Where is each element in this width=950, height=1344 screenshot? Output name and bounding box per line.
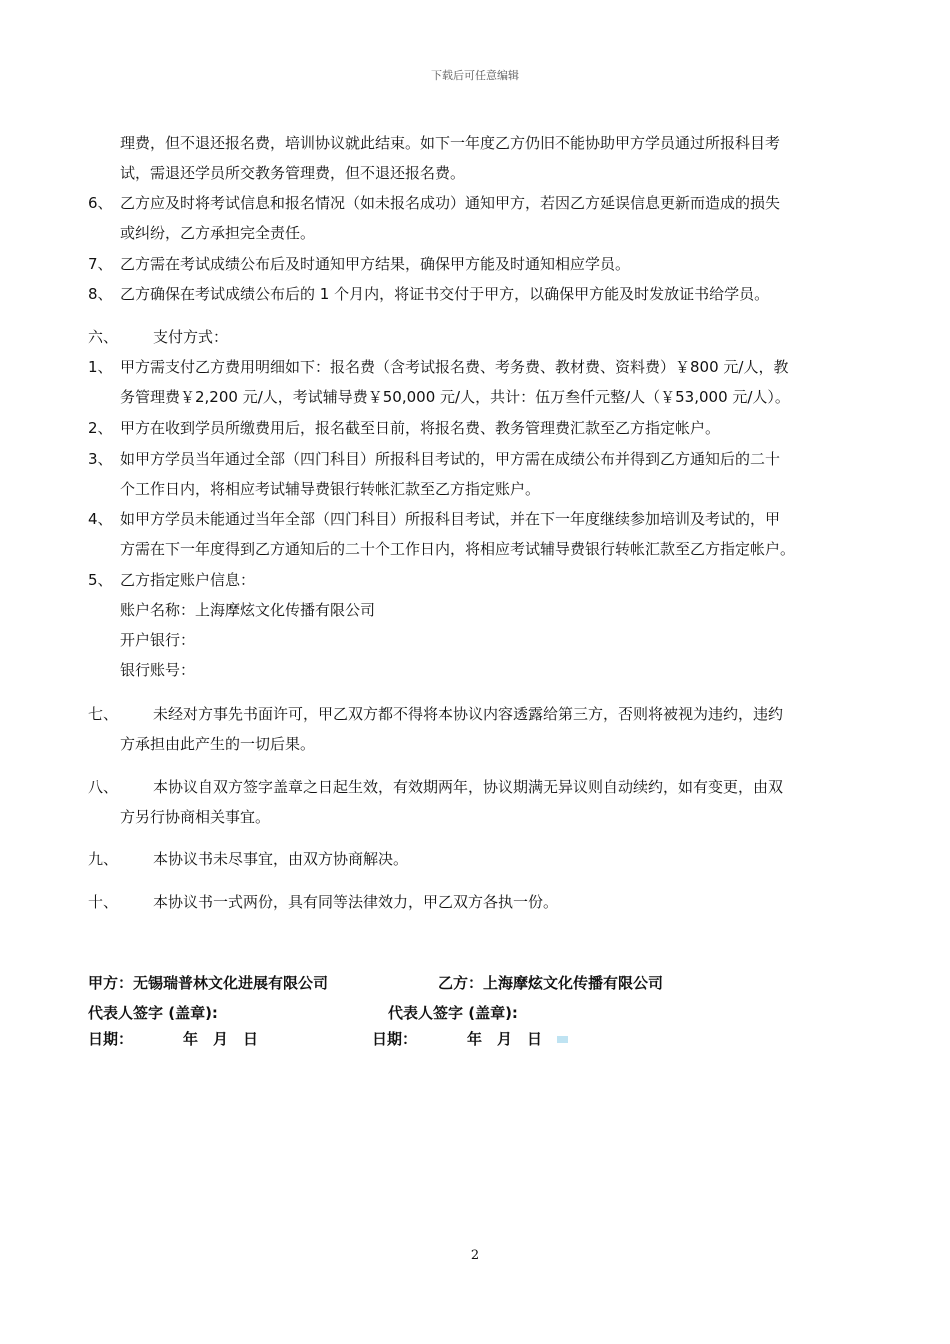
page-header: 下载后可任意编辑 (431, 69, 519, 82)
item-line: 个工作日内，将相应考试辅导费银行转帐汇款至乙方指定账户。 (120, 480, 541, 498)
section-line: 本协议自双方签字盖章之日起生效，有效期两年，协议期满无异议则自动续约，如有变更，由双 (153, 778, 784, 796)
representative-b: 代表人签字 (盖章): (388, 1004, 518, 1022)
date-label-b: 日期： (372, 1030, 418, 1048)
item-number: 3、 (88, 450, 113, 468)
item-line: 如甲方学员当年通过全部（四门科目）所报科目考试的，甲方需在成绩公布并得到乙方通知后的二十 (120, 450, 781, 468)
section-line: 方另行协商相关事宜。 (120, 808, 271, 826)
item-line: 甲方需支付乙方费用明细如下：报名费（含考试报名费、考务费、教材费、资料费）￥800 元/人，教 (120, 358, 789, 376)
item-number: 6、 (88, 194, 113, 212)
continuation-line: 理费，但不退还报名费，培训协议就此结束。如下一年度乙方仍旧不能协助甲方学员通过所报科目考 (120, 134, 781, 152)
highlight-mark (557, 1036, 568, 1043)
party-a: 甲方：无锡瑞普林文化进展有限公司 (88, 974, 329, 992)
party-b: 乙方：上海摩炫文化传播有限公司 (438, 974, 664, 992)
section-number: 九、 (88, 850, 119, 868)
section-title: 支付方式： (153, 328, 229, 346)
item-line: 或纠纷，乙方承担完全责任。 (120, 224, 316, 242)
item-line: 如甲方学员未能通过当年全部（四门科目）所报科目考试，并在下一年度继续参加培训及考试的，甲 (120, 510, 781, 528)
section-number: 八、 (88, 778, 119, 796)
item-line: 乙方应及时将考试信息和报名情况（如未报名成功）通知甲方，若因乙方延误信息更新而造成的损失 (120, 194, 781, 212)
item-line: 乙方指定账户信息： (120, 571, 256, 589)
representative-a: 代表人签字 (盖章): (88, 1004, 218, 1022)
account-number: 银行账号： (120, 661, 196, 679)
date-label-a: 日期： (88, 1030, 134, 1048)
item-number: 4、 (88, 510, 113, 528)
item-line: 务管理费￥2,200 元/人，考试辅导费￥50,000 元/人，共计：伍万叁仟元整/人（￥53,000 元/人）。 (120, 388, 790, 406)
section-number: 六、 (88, 328, 119, 346)
account-bank: 开户银行： (120, 631, 196, 649)
item-number: 2、 (88, 419, 113, 437)
section-line: 本协议书未尽事宜，由双方协商解决。 (153, 850, 409, 868)
item-line: 方需在下一年度得到乙方通知后的二十个工作日内，将相应考试辅导费银行转帐汇款至乙方指定帐户。 (120, 540, 796, 558)
item-line: 乙方确保在考试成绩公布后的 1 个月内，将证书交付于甲方，以确保甲方能及时发放证书给学员。 (120, 285, 770, 303)
section-number: 七、 (88, 705, 119, 723)
continuation-line: 试，需退还学员所交教务管理费，但不退还报名费。 (120, 164, 466, 182)
item-number: 7、 (88, 255, 113, 273)
date-fields-b: 年 月 日 (467, 1030, 543, 1048)
date-fields-a: 年 月 日 (183, 1030, 259, 1048)
section-line: 未经对方事先书面许可，甲乙双方都不得将本协议内容透露给第三方，否则将被视为违约，违约 (153, 705, 784, 723)
page-number: 2 (470, 1248, 480, 1263)
item-number: 8、 (88, 285, 113, 303)
item-line: 甲方在收到学员所缴费用后，报名截至日前，将报名费、教务管理费汇款至乙方指定帐户。 (120, 419, 721, 437)
item-number: 5、 (88, 571, 113, 589)
item-line: 乙方需在考试成绩公布后及时通知甲方结果，确保甲方能及时通知相应学员。 (120, 255, 631, 273)
section-number: 十、 (88, 893, 119, 911)
section-line: 方承担由此产生的一切后果。 (120, 735, 316, 753)
section-line: 本协议书一式两份，具有同等法律效力，甲乙双方各执一份。 (153, 893, 559, 911)
item-number: 1、 (88, 358, 113, 376)
account-name: 账户名称：上海摩炫文化传播有限公司 (120, 601, 376, 619)
